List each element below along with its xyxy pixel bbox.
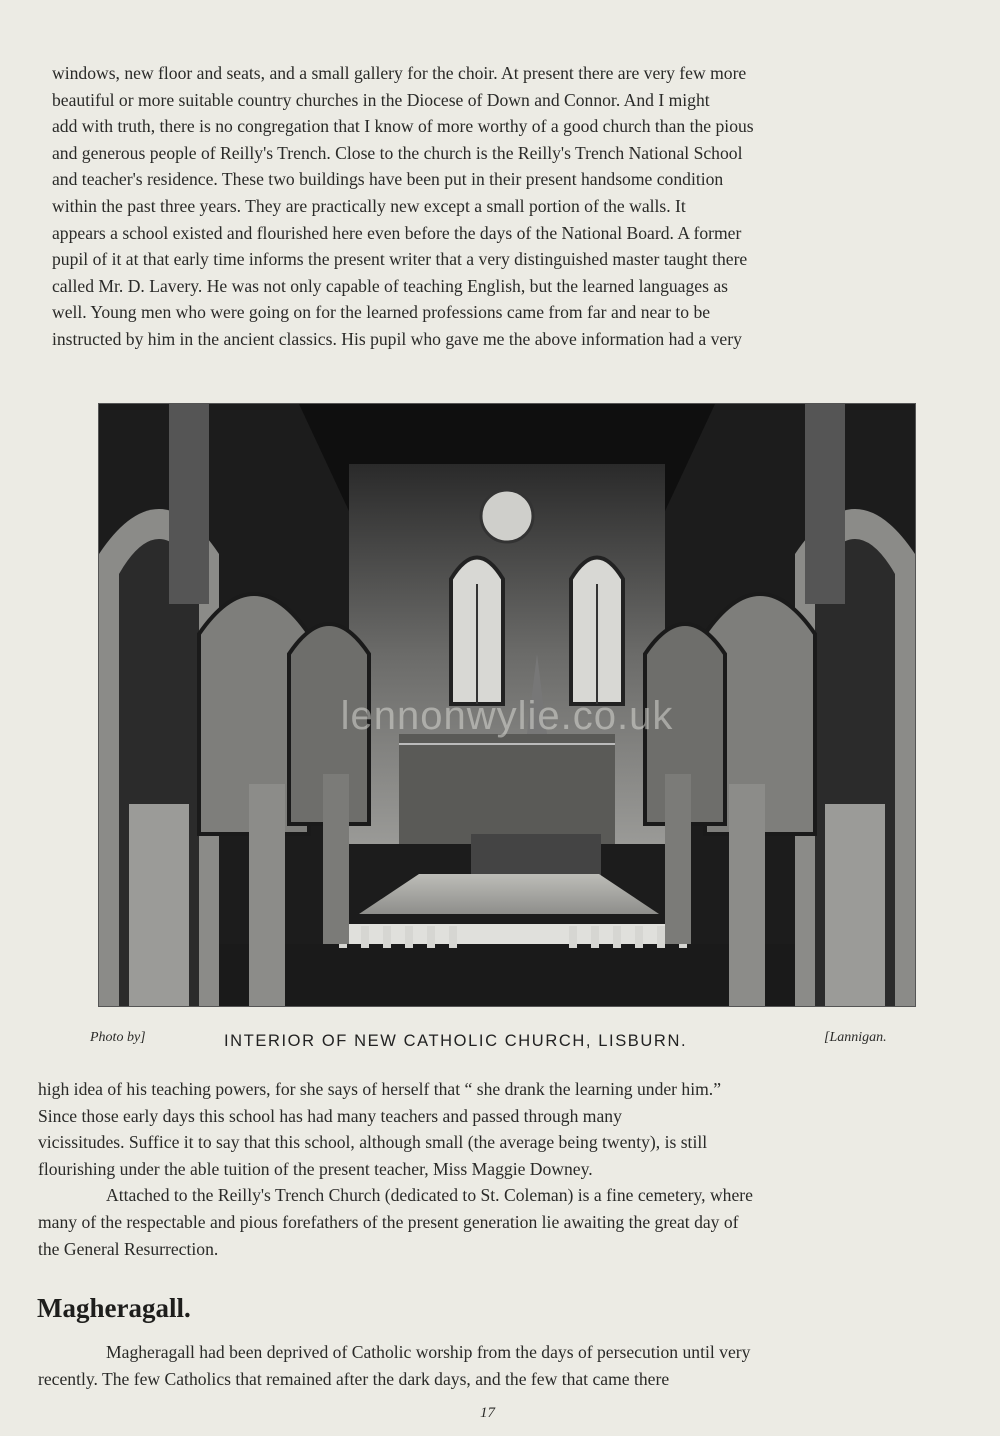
text-line: add with truth, there is no congregation that I know of more worthy of a good church than the pious [52, 116, 754, 137]
text-line: flourishing under the able tuition of the present teacher, Miss Maggie Downey. [38, 1158, 593, 1179]
church-interior-photo [99, 404, 915, 1006]
text-line: windows, new floor and seats, and a small gallery for the choir. At present there are very few more [52, 63, 747, 83]
photo-credit-right: [Lannigan. [824, 1030, 887, 1045]
text-line: and teacher's residence. These two buildings have been put in their present handsome condition [52, 169, 724, 190]
text-line: high idea of his teaching powers, for she says of herself that “ she drank the learning under him.” [38, 1079, 722, 1099]
text-line: well. Young men who were going on for the learned professions came from far and near to be [52, 302, 711, 323]
text-line: within the past three years. They are practically new except a small portion of the walls. It [52, 195, 686, 216]
watermark: lennonwylie.co.uk [340, 694, 674, 738]
text-line: recently. The few Catholics that remained after the dark days, and the few that came there [38, 1368, 670, 1389]
text-line: instructed by him in the ancient classics. His pupil who gave me the above information had a very [52, 328, 742, 349]
paragraph-magheragall [38, 1339, 956, 1392]
text-line: pupil of it at that early time informs the present writer that a very distinguished master taught there [52, 249, 748, 270]
text-line: the General Resurrection. [38, 1238, 219, 1259]
text-line: vicissitudes. Suffice it to say that this school, although small (the average being twenty), is still [38, 1132, 708, 1153]
photo-credit-left: Photo by] [90, 1030, 146, 1045]
text-line: Since those early days this school has had many teachers and passed through many [38, 1105, 622, 1126]
paragraph-school-history [38, 1076, 958, 1262]
text-line: beautiful or more suitable country churches in the Diocese of Down and Connor. And I might [52, 89, 710, 110]
text-line: Attached to the Reilly's Trench Church (dedicated to St. Coleman) is a fine cemetery, where [106, 1185, 753, 1206]
text-line: called Mr. D. Lavery. He was not only capable of teaching English, but the learned languages as [52, 275, 728, 296]
photo-caption: INTERIOR OF NEW CATHOLIC CHURCH, LISBURN. [224, 1032, 688, 1050]
section-heading: Magheragall. [37, 1293, 191, 1323]
text-line: Magheragall had been deprived of Catholic worship from the days of persecution until very [106, 1342, 751, 1362]
text-line: many of the respectable and pious forefathers of the present generation lie awaiting the great day of [38, 1211, 739, 1232]
page-number: 17 [480, 1405, 495, 1421]
paragraph-reillys-trench-school [52, 60, 974, 353]
text-line: and generous people of Reilly's Trench. Close to the church is the Reilly's Trench National School [52, 142, 743, 163]
text-line: appears a school existed and flourished here even before the days of the National Board. A former [52, 222, 742, 243]
